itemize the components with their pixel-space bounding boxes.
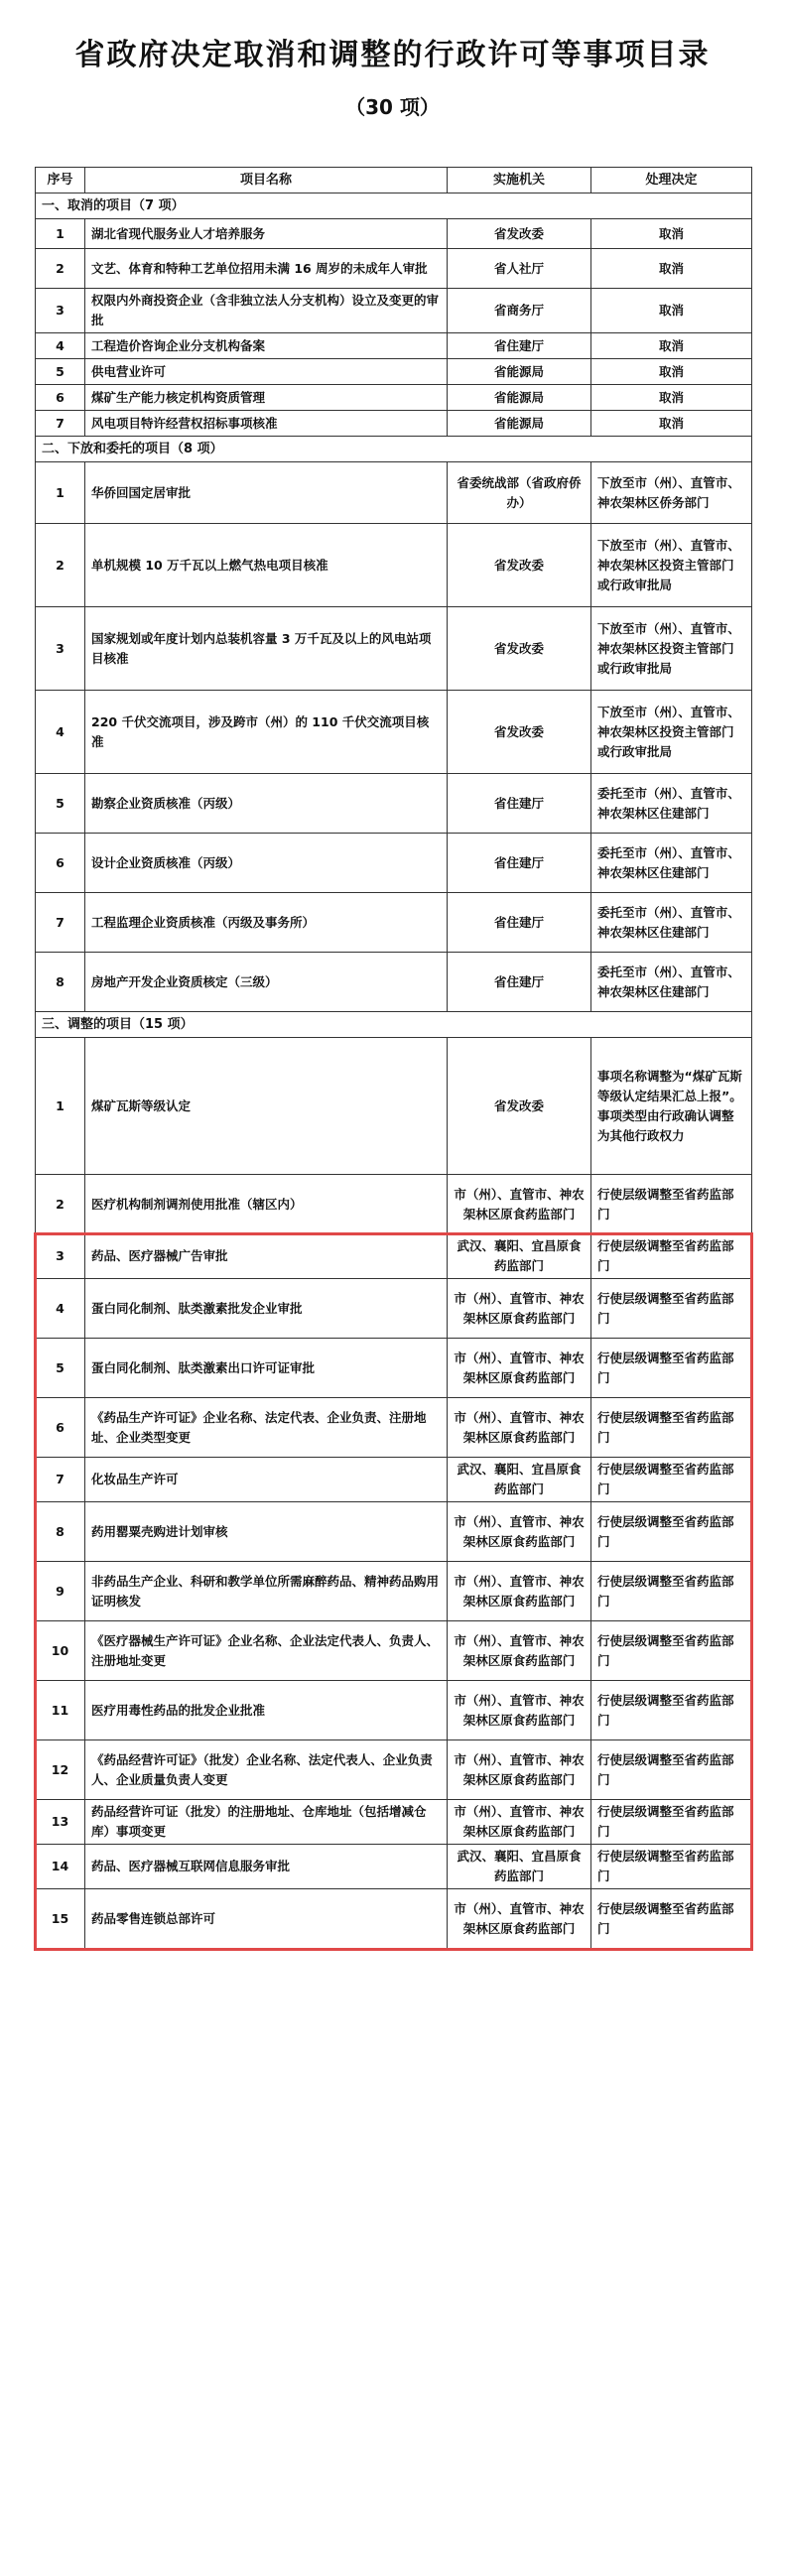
table-row xyxy=(36,1339,752,1398)
section-heading-row xyxy=(36,437,752,462)
table-row xyxy=(36,1279,752,1339)
cell-result: 取消 xyxy=(591,411,752,437)
cell-name: 220 千伏交流项目，涉及跨市（州）的 110 千伏交流项目核准 xyxy=(85,691,448,774)
cell-result: 委托至市（州）、直管市、神农架林区住建部门 xyxy=(591,834,752,893)
table-row xyxy=(36,385,752,411)
cell-name: 煤矿生产能力核定机构资质管理 xyxy=(85,385,448,411)
cell-name: 《药品经营许可证》（批发）企业名称、法定代表人、企业负责人、企业质量负责人变更 xyxy=(85,1740,448,1800)
cell-name: 权限内外商投资企业（含非独立法人分支机构）设立及变更的审批 xyxy=(85,289,448,333)
cell-org: 市（州）、直管市、神农架林区原食药监部门 xyxy=(448,1800,591,1845)
cell-num: 4 xyxy=(36,333,85,359)
header-result: 处理决定 xyxy=(591,168,752,193)
cell-num: 7 xyxy=(36,893,85,953)
document-subtitle: （30 项） xyxy=(345,95,440,119)
cell-org: 市（州）、直管市、神农架林区原食药监部门 xyxy=(448,1398,591,1458)
header-name: 项目名称 xyxy=(85,168,448,193)
cell-org: 武汉、襄阳、宜昌原食药监部门 xyxy=(448,1234,591,1279)
cell-num: 7 xyxy=(36,411,85,437)
table-row xyxy=(36,289,752,333)
cell-org: 省发改委 xyxy=(448,1038,591,1175)
cell-name: 医疗用毒性药品的批发企业批准 xyxy=(85,1681,448,1740)
cell-name: 文艺、体育和特种工艺单位招用未满 16 周岁的未成年人审批 xyxy=(85,249,448,289)
cell-org: 省发改委 xyxy=(448,219,591,249)
table-row xyxy=(36,524,752,607)
cell-name: 风电项目特许经营权招标事项核准 xyxy=(85,411,448,437)
cell-result: 取消 xyxy=(591,249,752,289)
cell-org: 省住建厅 xyxy=(448,834,591,893)
cell-org: 市（州）、直管市、神农架林区原食药监部门 xyxy=(448,1740,591,1800)
cell-result: 委托至市（州）、直管市、神农架林区住建部门 xyxy=(591,893,752,953)
cell-name: 《药品生产许可证》企业名称、法定代表、企业负责、注册地址、企业类型变更 xyxy=(85,1398,448,1458)
cell-num: 8 xyxy=(36,1502,85,1562)
cell-result: 行使层级调整至省药监部门 xyxy=(591,1502,752,1562)
cell-num: 11 xyxy=(36,1681,85,1740)
cell-num: 14 xyxy=(36,1845,85,1889)
cell-name: 蛋白同化制剂、肽类激素批发企业审批 xyxy=(85,1279,448,1339)
cell-num: 13 xyxy=(36,1800,85,1845)
cell-name: 药品、医疗器械广告审批 xyxy=(85,1234,448,1279)
cell-num: 12 xyxy=(36,1740,85,1800)
cell-name: 医疗机构制剂调剂使用批准（辖区内） xyxy=(85,1175,448,1234)
table-row xyxy=(36,953,752,1012)
cell-org: 省发改委 xyxy=(448,691,591,774)
cell-org: 省人社厅 xyxy=(448,249,591,289)
cell-num: 6 xyxy=(36,385,85,411)
table-row xyxy=(36,1562,752,1621)
cell-result: 取消 xyxy=(591,359,752,385)
cell-num: 15 xyxy=(36,1889,85,1949)
cell-num: 6 xyxy=(36,1398,85,1458)
table-body xyxy=(36,193,752,1949)
cell-org: 市（州）、直管市、神农架林区原食药监部门 xyxy=(448,1681,591,1740)
cell-name: 煤矿瓦斯等级认定 xyxy=(85,1038,448,1175)
cell-num: 2 xyxy=(36,249,85,289)
cell-result: 事项名称调整为“煤矿瓦斯等级认定结果汇总上报”。事项类型由行政确认调整为其他行政权力 xyxy=(591,1038,752,1175)
cell-result: 行使层级调整至省药监部门 xyxy=(591,1339,752,1398)
table-row xyxy=(36,1398,752,1458)
cell-name: 工程造价咨询企业分支机构备案 xyxy=(85,333,448,359)
cell-num: 1 xyxy=(36,219,85,249)
cell-result: 行使层级调整至省药监部门 xyxy=(591,1398,752,1458)
table-row xyxy=(36,893,752,953)
cell-result: 行使层级调整至省药监部门 xyxy=(591,1845,752,1889)
cell-org: 省能源局 xyxy=(448,411,591,437)
table-row xyxy=(36,1175,752,1234)
document-title: 省政府决定取消和调整的行政许可等事项目录 xyxy=(74,38,711,72)
table-row xyxy=(36,691,752,774)
cell-num: 5 xyxy=(36,774,85,834)
cell-org: 省住建厅 xyxy=(448,893,591,953)
table-row xyxy=(36,774,752,834)
cell-name: 《医疗器械生产许可证》企业名称、企业法定代表人、负责人、注册地址变更 xyxy=(85,1621,448,1681)
table-row xyxy=(36,834,752,893)
cell-org: 市（州）、直管市、神农架林区原食药监部门 xyxy=(448,1889,591,1949)
cell-num: 4 xyxy=(36,691,85,774)
table-row xyxy=(36,249,752,289)
cell-org: 省商务厅 xyxy=(448,289,591,333)
cell-result: 行使层级调整至省药监部门 xyxy=(591,1175,752,1234)
cell-result: 行使层级调整至省药监部门 xyxy=(591,1234,752,1279)
table-row xyxy=(36,411,752,437)
header-num: 序号 xyxy=(36,168,85,193)
cell-num: 5 xyxy=(36,359,85,385)
cell-org: 市（州）、直管市、神农架林区原食药监部门 xyxy=(448,1621,591,1681)
cell-name: 非药品生产企业、科研和教学单位所需麻醉药品、精神药品购用证明核发 xyxy=(85,1562,448,1621)
section-heading: 三、调整的项目（15 项） xyxy=(36,1012,752,1038)
cell-org: 省能源局 xyxy=(448,359,591,385)
cell-org: 省住建厅 xyxy=(448,953,591,1012)
table-row xyxy=(36,1800,752,1845)
header-org: 实施机关 xyxy=(448,168,591,193)
cell-result: 下放至市（州）、直管市、神农架林区侨务部门 xyxy=(591,462,752,524)
cell-result: 行使层级调整至省药监部门 xyxy=(591,1562,752,1621)
cell-result: 行使层级调整至省药监部门 xyxy=(591,1681,752,1740)
table-row xyxy=(36,1889,752,1949)
cell-result: 行使层级调整至省药监部门 xyxy=(591,1279,752,1339)
section-heading: 二、下放和委托的项目（8 项） xyxy=(36,437,752,462)
cell-name: 国家规划或年度计划内总装机容量 3 万千瓦及以上的风电站项目核准 xyxy=(85,607,448,691)
table-row xyxy=(36,1038,752,1175)
cell-org: 市（州）、直管市、神农架林区原食药监部门 xyxy=(448,1562,591,1621)
cell-result: 行使层级调整至省药监部门 xyxy=(591,1740,752,1800)
cell-name: 蛋白同化制剂、肽类激素出口许可证审批 xyxy=(85,1339,448,1398)
cell-num: 3 xyxy=(36,289,85,333)
cell-org: 市（州）、直管市、神农架林区原食药监部门 xyxy=(448,1175,591,1234)
cell-result: 行使层级调整至省药监部门 xyxy=(591,1800,752,1845)
table-row xyxy=(36,333,752,359)
cell-org: 市（州）、直管市、神农架林区原食药监部门 xyxy=(448,1279,591,1339)
cell-result: 下放至市（州）、直管市、神农架林区投资主管部门或行政审批局 xyxy=(591,691,752,774)
cell-org: 市（州）、直管市、神农架林区原食药监部门 xyxy=(448,1502,591,1562)
cell-result: 行使层级调整至省药监部门 xyxy=(591,1458,752,1502)
cell-org: 市（州）、直管市、神农架林区原食药监部门 xyxy=(448,1339,591,1398)
cell-org: 省住建厅 xyxy=(448,774,591,834)
table-row xyxy=(36,1740,752,1800)
cell-org: 武汉、襄阳、宜昌原食药监部门 xyxy=(448,1845,591,1889)
cell-result: 取消 xyxy=(591,289,752,333)
cell-name: 单机规模 10 万千瓦以上燃气热电项目核准 xyxy=(85,524,448,607)
cell-num: 3 xyxy=(36,1234,85,1279)
cell-num: 1 xyxy=(36,1038,85,1175)
cell-num: 1 xyxy=(36,462,85,524)
cell-name: 设计企业资质核准（丙级） xyxy=(85,834,448,893)
table-row xyxy=(36,462,752,524)
cell-name: 华侨回国定居审批 xyxy=(85,462,448,524)
cell-num: 8 xyxy=(36,953,85,1012)
cell-name: 勘察企业资质核准（丙级） xyxy=(85,774,448,834)
cell-name: 药品经营许可证（批发）的注册地址、仓库地址（包括增减仓库）事项变更 xyxy=(85,1800,448,1845)
cell-org: 省住建厅 xyxy=(448,333,591,359)
table-row xyxy=(36,1234,752,1279)
items-table xyxy=(35,167,752,1949)
table-row xyxy=(36,1458,752,1502)
cell-result: 行使层级调整至省药监部门 xyxy=(591,1889,752,1949)
cell-name: 药品、医疗器械互联网信息服务审批 xyxy=(85,1845,448,1889)
cell-num: 10 xyxy=(36,1621,85,1681)
cell-num: 5 xyxy=(36,1339,85,1398)
cell-org: 省委统战部（省政府侨办） xyxy=(448,462,591,524)
cell-num: 2 xyxy=(36,1175,85,1234)
section-heading-row xyxy=(36,1012,752,1038)
cell-num: 4 xyxy=(36,1279,85,1339)
cell-name: 房地产开发企业资质核定（三级） xyxy=(85,953,448,1012)
cell-name: 湖北省现代服务业人才培养服务 xyxy=(85,219,448,249)
cell-result: 取消 xyxy=(591,333,752,359)
cell-org: 省发改委 xyxy=(448,607,591,691)
table-header-row xyxy=(36,168,752,193)
cell-result: 委托至市（州）、直管市、神农架林区住建部门 xyxy=(591,774,752,834)
table-row xyxy=(36,359,752,385)
cell-org: 省能源局 xyxy=(448,385,591,411)
table-row xyxy=(36,219,752,249)
table-row xyxy=(36,607,752,691)
cell-num: 3 xyxy=(36,607,85,691)
cell-name: 药用罂粟壳购进计划审核 xyxy=(85,1502,448,1562)
cell-result: 委托至市（州）、直管市、神农架林区住建部门 xyxy=(591,953,752,1012)
cell-name: 供电营业许可 xyxy=(85,359,448,385)
cell-result: 取消 xyxy=(591,219,752,249)
table-row xyxy=(36,1845,752,1889)
cell-num: 6 xyxy=(36,834,85,893)
cell-name: 工程监理企业资质核准（丙级及事务所） xyxy=(85,893,448,953)
cell-result: 取消 xyxy=(591,385,752,411)
cell-num: 9 xyxy=(36,1562,85,1621)
cell-num: 2 xyxy=(36,524,85,607)
cell-result: 行使层级调整至省药监部门 xyxy=(591,1621,752,1681)
cell-result: 下放至市（州）、直管市、神农架林区投资主管部门或行政审批局 xyxy=(591,524,752,607)
section-heading: 一、取消的项目（7 项） xyxy=(36,193,752,219)
section-heading-row xyxy=(36,193,752,219)
table-row xyxy=(36,1502,752,1562)
cell-name: 化妆品生产许可 xyxy=(85,1458,448,1502)
cell-name: 药品零售连锁总部许可 xyxy=(85,1889,448,1949)
cell-result: 下放至市（州）、直管市、神农架林区投资主管部门或行政审批局 xyxy=(591,607,752,691)
cell-org: 省发改委 xyxy=(448,524,591,607)
cell-org: 武汉、襄阳、宜昌原食药监部门 xyxy=(448,1458,591,1502)
table-row xyxy=(36,1621,752,1681)
table-row xyxy=(36,1681,752,1740)
cell-num: 7 xyxy=(36,1458,85,1502)
